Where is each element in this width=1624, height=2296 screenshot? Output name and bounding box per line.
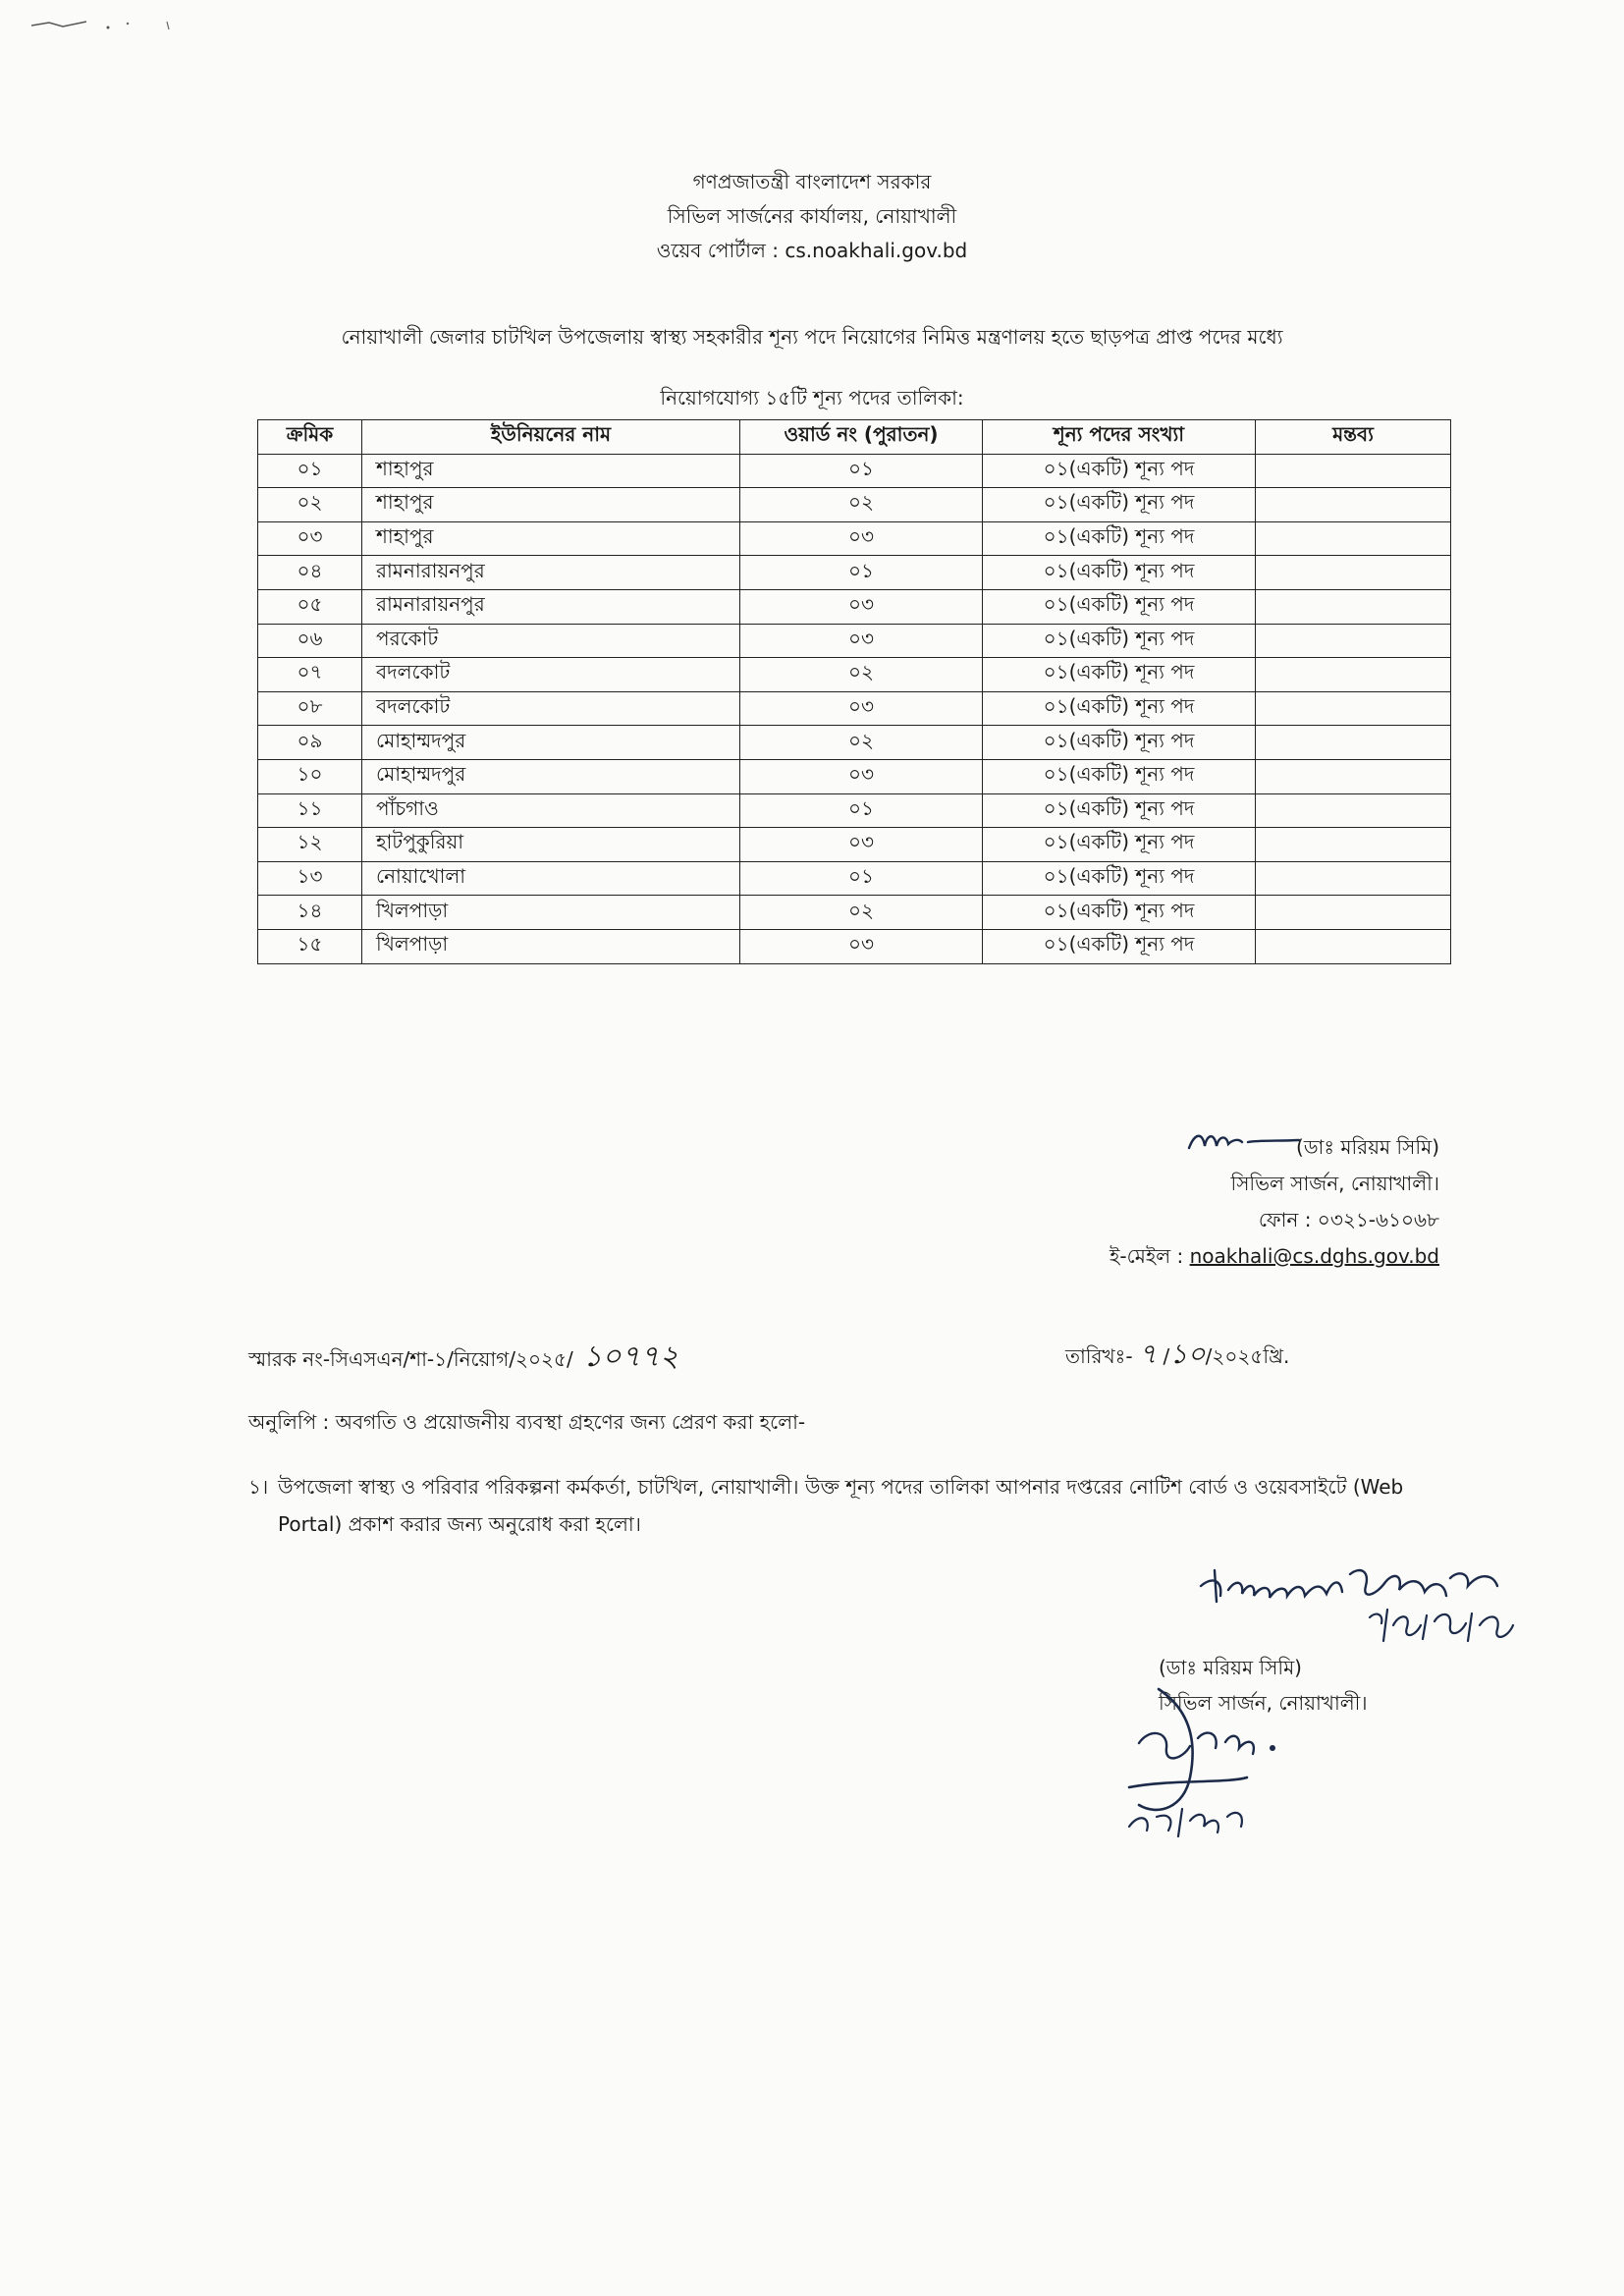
cell-ward: ০৩ bbox=[740, 624, 983, 658]
cell-posts: ০১(একটি) শূন্য পদ bbox=[983, 861, 1256, 896]
cell-union: শাহাপুর bbox=[362, 454, 740, 488]
cell-posts: ০১(একটি) শূন্য পদ bbox=[983, 896, 1256, 930]
table-body bbox=[258, 454, 1451, 963]
copy-item-text: উপজেলা স্বাস্থ্য ও পরিবার পরিকল্পনা কর্মকর্তা, চাটখিল, নোয়াখালী। উক্ত শূন্য পদের তালিকা আপনার দপ্তরের নোটিশ বোর্ড ও ওয়েবসাইটে (Web Portal) প্রকাশ করার জন্য অনুরোধ করা হলো। bbox=[278, 1475, 1404, 1536]
vacancy-table bbox=[257, 419, 1451, 964]
cell-remarks bbox=[1256, 726, 1451, 760]
table-row bbox=[258, 624, 1451, 658]
notice-subject bbox=[0, 306, 1624, 428]
cell-ward: ০৩ bbox=[740, 828, 983, 862]
cell-remarks bbox=[1256, 896, 1451, 930]
cell-serial: ১১ bbox=[258, 793, 362, 828]
cell-posts: ০১(একটি) শূন্য পদ bbox=[983, 488, 1256, 522]
cell-ward: ০১ bbox=[740, 793, 983, 828]
cell-serial: ০৩ bbox=[258, 521, 362, 556]
cell-ward: ০২ bbox=[740, 726, 983, 760]
table-row bbox=[258, 589, 1451, 624]
cell-ward: ০১ bbox=[740, 556, 983, 590]
table-row bbox=[258, 828, 1451, 862]
signatory-email-line bbox=[1086, 1238, 1439, 1275]
subject-line-2: নিয়োগযোগ্য ১৫টি শূন্য পদের তালিকা: bbox=[660, 386, 964, 410]
cell-union: মোহাম্মদপুর bbox=[362, 759, 740, 793]
table-row bbox=[258, 861, 1451, 896]
cell-remarks bbox=[1256, 793, 1451, 828]
memo-number-handwritten: ১০৭৭২ bbox=[582, 1339, 679, 1374]
cell-serial: ১৫ bbox=[258, 929, 362, 963]
table-row bbox=[258, 521, 1451, 556]
cell-remarks bbox=[1256, 521, 1451, 556]
col-header-union: ইউনিয়নের নাম bbox=[362, 420, 740, 455]
signatory-2-name: (ডাঃ মরিয়ম সিমি) bbox=[1159, 1656, 1302, 1679]
cell-posts: ০১(একটি) শূন্য পদ bbox=[983, 828, 1256, 862]
col-header-serial: ক্রমিক bbox=[258, 420, 362, 455]
cell-remarks bbox=[1256, 691, 1451, 726]
cell-serial: ১৩ bbox=[258, 861, 362, 896]
cell-union: বদলকোট bbox=[362, 691, 740, 726]
col-header-remarks: মন্তব্য bbox=[1256, 420, 1451, 455]
col-header-ward: ওয়ার্ড নং (পুরাতন) bbox=[740, 420, 983, 455]
table-row bbox=[258, 454, 1451, 488]
cell-ward: ০২ bbox=[740, 658, 983, 692]
cell-posts: ০১(একটি) শূন্য পদ bbox=[983, 556, 1256, 590]
cell-posts: ০১(একটি) শূন্য পদ bbox=[983, 521, 1256, 556]
cell-remarks bbox=[1256, 828, 1451, 862]
cell-posts: ০১(একটি) শূন্য পদ bbox=[983, 624, 1256, 658]
handwritten-initials bbox=[1100, 1669, 1355, 1851]
cell-ward: ০৩ bbox=[740, 589, 983, 624]
date-month: ১০ bbox=[1169, 1338, 1206, 1370]
cell-remarks bbox=[1256, 454, 1451, 488]
table-row bbox=[258, 726, 1451, 760]
cell-posts: ০১(একটি) শূন্য পদ bbox=[983, 759, 1256, 793]
cell-ward: ০১ bbox=[740, 861, 983, 896]
cell-serial: ০৯ bbox=[258, 726, 362, 760]
cell-posts: ০১(একটি) শূন্য পদ bbox=[983, 929, 1256, 963]
memo-number: স্মারক নং-সিএসএন/শা-১/নিয়োগ/২০২৫/ bbox=[248, 1347, 573, 1371]
table-row bbox=[258, 488, 1451, 522]
cell-union: খিলপাড়া bbox=[362, 929, 740, 963]
cell-serial: ১২ bbox=[258, 828, 362, 862]
handwritten-signature bbox=[1193, 1557, 1566, 1665]
cell-remarks bbox=[1256, 488, 1451, 522]
cell-union: শাহাপুর bbox=[362, 521, 740, 556]
cell-ward: ০৩ bbox=[740, 691, 983, 726]
signature-block bbox=[1086, 1129, 1439, 1275]
cell-posts: ০১(একটি) শূন্য পদ bbox=[983, 589, 1256, 624]
cell-posts: ০১(একটি) শূন্য পদ bbox=[983, 726, 1256, 760]
cell-ward: ০৩ bbox=[740, 521, 983, 556]
cell-remarks bbox=[1256, 759, 1451, 793]
cell-serial: ০১ bbox=[258, 454, 362, 488]
cell-remarks bbox=[1256, 624, 1451, 658]
cell-serial: ০৬ bbox=[258, 624, 362, 658]
cell-union: খিলপাড়া bbox=[362, 896, 740, 930]
cell-serial: ১০ bbox=[258, 759, 362, 793]
cell-ward: ০৩ bbox=[740, 929, 983, 963]
table-row bbox=[258, 691, 1451, 726]
cell-serial: ০২ bbox=[258, 488, 362, 522]
cell-union: হাটপুকুরিয়া bbox=[362, 828, 740, 862]
date-line: তারিখঃ- ৭ /১০/২০২৫খ্রি. bbox=[1065, 1338, 1290, 1370]
table-row bbox=[258, 556, 1451, 590]
email-link[interactable]: noakhali@cs.dghs.gov.bd bbox=[1189, 1244, 1439, 1268]
cell-serial: ০৮ bbox=[258, 691, 362, 726]
copy-to-intro: অনুলিপি : অবগতি ও প্রয়োজনীয় ব্যবস্থা গ্রহণের জন্য প্রেরণ করা হলো- bbox=[248, 1410, 806, 1434]
cell-ward: ০১ bbox=[740, 454, 983, 488]
cell-union: রামনারায়নপুর bbox=[362, 556, 740, 590]
cell-union: বদলকোট bbox=[362, 658, 740, 692]
cell-remarks bbox=[1256, 589, 1451, 624]
cell-union: পাঁচগাও bbox=[362, 793, 740, 828]
email-label: ই-মেইল : bbox=[1110, 1244, 1184, 1268]
date-label: তারিখঃ- bbox=[1065, 1344, 1133, 1368]
cell-serial: ০৫ bbox=[258, 589, 362, 624]
cell-posts: ০১(একটি) শূন্য পদ bbox=[983, 793, 1256, 828]
memo-number-line bbox=[248, 1333, 678, 1383]
cell-posts: ০১(একটি) শূন্য পদ bbox=[983, 658, 1256, 692]
cell-ward: ০৩ bbox=[740, 759, 983, 793]
cell-remarks bbox=[1256, 861, 1451, 896]
col-header-posts: শূন্য পদের সংখ্যা bbox=[983, 420, 1256, 455]
cell-serial: ০৪ bbox=[258, 556, 362, 590]
cell-union: শাহাপুর bbox=[362, 488, 740, 522]
subject-line-1: নোয়াখালী জেলার চাটখিল উপজেলায় স্বাস্থ্য সহকারীর শূন্য পদে নিয়োগের নিমিত্ত মন্ত্রণালয় হতে ছাড়পত্র প্রাপ্ত পদের মধ্যে bbox=[341, 325, 1283, 349]
cell-union: নোয়াখোলা bbox=[362, 861, 740, 896]
table-row bbox=[258, 793, 1451, 828]
cell-serial: ০৭ bbox=[258, 658, 362, 692]
signatory-phone: ফোন : ০৩২১-৬১০৬৮ bbox=[1258, 1208, 1439, 1231]
cell-union: রামনারায়নপুর bbox=[362, 589, 740, 624]
cell-posts: ০১(একটি) শূন্য পদ bbox=[983, 454, 1256, 488]
table-header-row bbox=[258, 420, 1451, 455]
date-year: ২০২৫খ্রি. bbox=[1212, 1344, 1290, 1368]
signatory-designation: সিভিল সার্জন, নোয়াখালী। bbox=[1230, 1172, 1439, 1195]
cell-serial: ১৪ bbox=[258, 896, 362, 930]
copy-item bbox=[248, 1468, 1466, 1543]
copy-item-number: ১। bbox=[248, 1475, 269, 1499]
table-row bbox=[258, 896, 1451, 930]
letterhead bbox=[0, 165, 1624, 268]
cell-remarks bbox=[1256, 556, 1451, 590]
date-day: ৭ bbox=[1138, 1338, 1158, 1370]
table-row bbox=[258, 658, 1451, 692]
table-row bbox=[258, 759, 1451, 793]
scan-artifact bbox=[29, 18, 177, 31]
government-name: গণপ্রজাতন্ত্রী বাংলাদেশ সরকার bbox=[692, 170, 932, 193]
cell-ward: ০২ bbox=[740, 896, 983, 930]
signatory-2-designation: সিভিল সার্জন, নোয়াখালী। bbox=[1159, 1691, 1368, 1715]
signatory-name: (ডাঃ মরিয়ম সিমি) bbox=[1296, 1135, 1439, 1159]
cell-posts: ০১(একটি) শূন্য পদ bbox=[983, 691, 1256, 726]
cell-ward: ০২ bbox=[740, 488, 983, 522]
office-name: সিভিল সার্জনের কার্যালয়, নোয়াখালী bbox=[667, 204, 957, 228]
cell-remarks bbox=[1256, 658, 1451, 692]
table-row bbox=[258, 929, 1451, 963]
cell-union: পরকোট bbox=[362, 624, 740, 658]
cell-remarks bbox=[1256, 929, 1451, 963]
cell-union: মোহাম্মদপুর bbox=[362, 726, 740, 760]
web-portal: ওয়েব পোর্টাল : cs.noakhali.gov.bd bbox=[656, 239, 968, 262]
